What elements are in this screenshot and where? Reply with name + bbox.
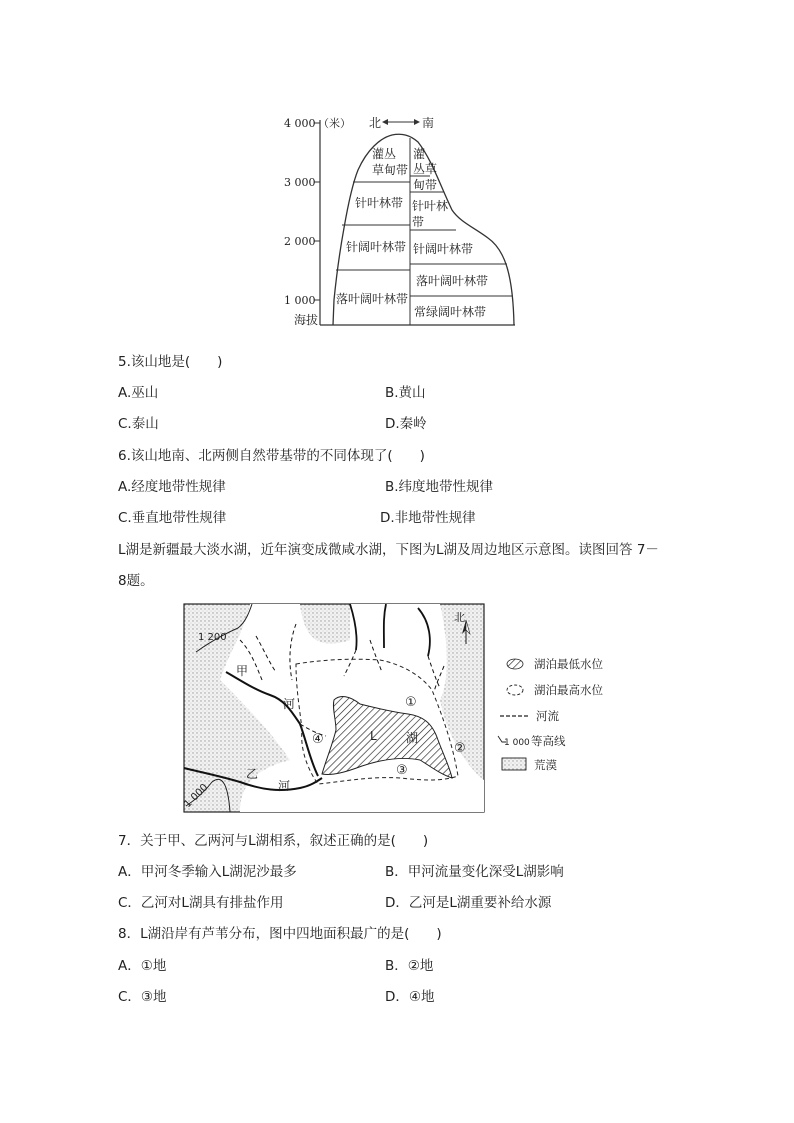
legend-contour-number: 1 000: [504, 738, 530, 748]
y-base-label: 海拔: [294, 313, 319, 327]
legend-desert: 荒漠: [534, 758, 557, 772]
lake-map-figure: [180, 600, 650, 818]
q6-option-c[interactable]: C.垂直地带性规律: [118, 510, 227, 526]
contour-label-1000: 1 000: [182, 782, 211, 811]
mountain-zone-figure: [280, 105, 520, 333]
intro-line-2: 8题。: [118, 573, 154, 589]
north-label: 北: [454, 611, 465, 624]
legend-low-water: 湖泊最低水位: [534, 657, 603, 671]
q8-option-d[interactable]: D．④地: [385, 989, 435, 1005]
q5-option-c[interactable]: C.泰山: [118, 416, 159, 432]
south-zone-conifer-1: 针叶林: [412, 199, 449, 213]
north-zone-shrub-meadow-2: 草甸带: [372, 163, 409, 177]
q7-option-b[interactable]: B．甲河流量变化深受L湖影响: [385, 864, 564, 880]
lake-label-L: L: [370, 729, 377, 743]
south-zone-shrub-2: 丛草: [413, 162, 438, 176]
q5-option-a[interactable]: A.巫山: [118, 385, 159, 401]
river-label-he-2: 河: [278, 779, 291, 793]
south-zone-evergreen: 常绿阔叶林带: [414, 305, 487, 319]
direction-north: 北: [369, 116, 382, 130]
q6-option-d[interactable]: D.非地带性规律: [380, 510, 476, 526]
q6-stem: 6.该山地南、北两侧自然带基带的不同体现了( ): [118, 448, 425, 464]
river-label-yi: 乙: [246, 767, 259, 781]
north-zone-conifer: 针叶林带: [355, 196, 404, 210]
legend-contour: 等高线: [531, 734, 566, 748]
y-tick-4000: 4 000: [284, 117, 316, 130]
south-zone-mixed: 针阔叶林带: [413, 242, 474, 256]
site-4: ④: [312, 732, 324, 747]
north-zone-shrub-meadow-1: 灌丛: [372, 147, 397, 161]
q7-option-a[interactable]: A．甲河冬季输入L湖泥沙最多: [118, 864, 297, 880]
legend-desert-icon: [502, 758, 526, 770]
south-zone-shrub-3: 甸带: [413, 178, 438, 192]
north-zone-mixed: 针阔叶林带: [346, 240, 407, 254]
q6-option-b[interactable]: B.纬度地带性规律: [385, 479, 494, 495]
y-unit: （米）: [318, 117, 351, 130]
lake-label-hu: 湖: [406, 731, 419, 745]
y-tick-1000: 1 000: [284, 294, 316, 307]
south-zone-shrub-1: 灌: [413, 147, 426, 161]
site-1: ①: [405, 695, 417, 710]
river-label-he-1: 河: [283, 697, 296, 711]
q7-option-d[interactable]: D．乙河是L湖重要补给水源: [385, 895, 552, 911]
site-2: ②: [454, 741, 466, 756]
y-tick-3000: 3 000: [284, 176, 316, 189]
south-zone-conifer-2: 带: [412, 215, 425, 229]
q8-option-a[interactable]: A．①地: [118, 958, 167, 974]
q5-stem: 5.该山地是( ): [118, 354, 223, 370]
legend-high-water-icon: [507, 685, 523, 695]
legend-river: 河流: [536, 709, 559, 723]
legend-high-water: 湖泊最高水位: [534, 683, 603, 697]
river-label-jia: 甲: [236, 664, 249, 678]
y-tick-2000: 2 000: [284, 235, 316, 248]
intro-line-1: L湖是新疆最大淡水湖，近年演变成微咸水湖，下图为L湖及周边地区示意图。读图回答 7－: [118, 542, 659, 558]
legend-low-water-icon: [507, 659, 523, 669]
direction-south: 南: [422, 116, 435, 130]
q7-option-c[interactable]: C．乙河对L湖具有排盐作用: [118, 895, 284, 911]
q6-option-a[interactable]: A.经度地带性规律: [118, 479, 226, 495]
north-zone-deciduous: 落叶阔叶林带: [336, 292, 409, 306]
contour-label-1200: 1 200: [198, 632, 227, 643]
site-3: ③: [396, 763, 408, 778]
q8-option-b[interactable]: B．②地: [385, 958, 434, 974]
q8-option-c[interactable]: C．③地: [118, 989, 167, 1005]
q8-stem: 8．L湖沿岸有芦苇分布，图中四地面积最广的是( ): [118, 926, 442, 942]
q5-option-d[interactable]: D.秦岭: [385, 416, 427, 432]
q7-stem: 7．关于甲、乙两河与L湖相系，叙述正确的是( ): [118, 833, 429, 849]
south-zone-deciduous: 落叶阔叶林带: [416, 274, 489, 288]
q5-option-b[interactable]: B.黄山: [385, 385, 426, 401]
